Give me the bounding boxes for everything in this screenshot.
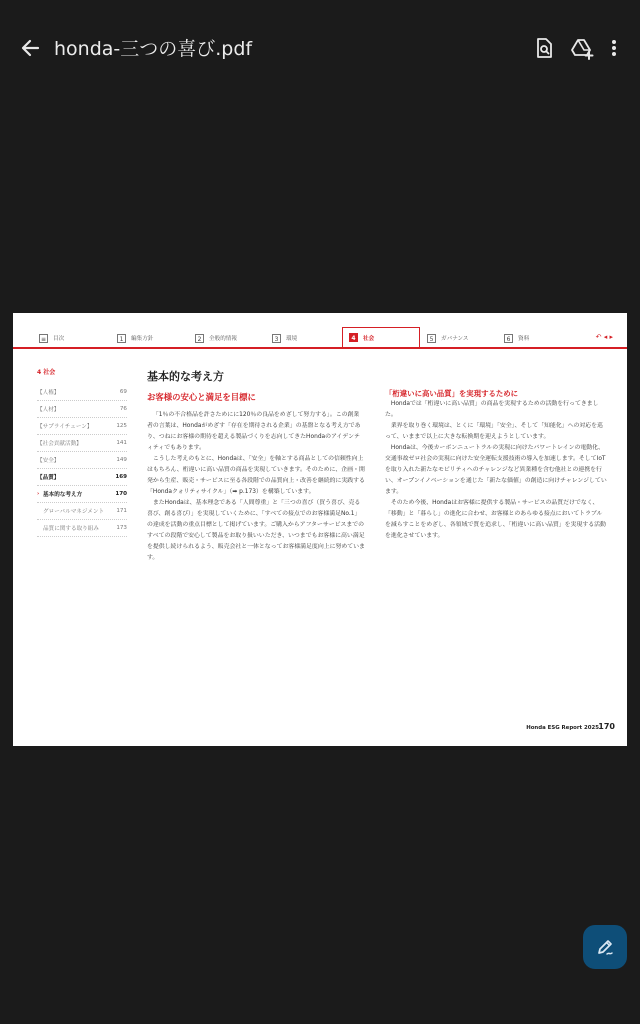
- tab-editorial-policy[interactable]: [117, 331, 153, 345]
- sidebar-item-label: 【社会貢献活動】: [37, 441, 82, 447]
- sidebar-item-label: › 基本的な考え方: [43, 492, 83, 498]
- tab-number: 4: [349, 333, 358, 342]
- tab-label: 編集方針: [131, 336, 154, 342]
- sidebar-item-page: 171: [116, 508, 127, 514]
- more-vert-icon: [606, 36, 622, 60]
- sidebar-item-label: 【人権】: [37, 390, 60, 396]
- page-title: 基本的な考え方: [147, 370, 224, 383]
- tab-number: ≡: [40, 335, 47, 343]
- sidebar-item-page: 125: [116, 423, 127, 429]
- arrow-back-icon: [16, 34, 44, 62]
- tab-label: 全般的情報: [209, 336, 237, 342]
- sidebar-item-page: 149: [116, 457, 127, 463]
- tab-number: 6: [504, 334, 513, 343]
- edit-pen-icon: [594, 936, 616, 958]
- sidebar-item-label: 【サプライチェーン】: [37, 424, 93, 430]
- tab-governance[interactable]: [427, 331, 469, 345]
- sidebar-item-label: グローバルマネジメント: [43, 509, 105, 515]
- paragraph: 「1％の不合格品を許さためにに120％の良品をめざして努力する」。この創業者の言葉は、Hondaがめざす「存在を期待される企業」の基盤となる考え方であり、つねにお客様の期待を超える製品づくりを志向してきたHondaのアイデンティティでもあります。: [147, 412, 361, 451]
- search-document-button[interactable]: [532, 36, 556, 60]
- sidebar-item-page: 69: [119, 389, 127, 395]
- tab-label: 社会: [363, 335, 375, 342]
- sidebar-item-quality-initiatives[interactable]: [37, 520, 127, 537]
- left-column-text: [147, 410, 365, 564]
- tabs-divider: [13, 347, 627, 349]
- annotate-fab[interactable]: [583, 925, 627, 969]
- sidebar-item-human-rights[interactable]: [37, 384, 127, 401]
- tab-number: 3: [272, 334, 281, 343]
- drive-add-icon: [570, 36, 594, 60]
- add-to-drive-button[interactable]: [570, 36, 594, 60]
- section-tabs: [13, 313, 627, 349]
- pdf-page: [13, 313, 627, 746]
- sidebar-item-global-management[interactable]: [37, 503, 127, 520]
- more-options-button[interactable]: [606, 36, 622, 60]
- tab-general-info[interactable]: [195, 331, 237, 345]
- find-in-page-icon: [532, 36, 556, 60]
- sidebar-item-social-contribution[interactable]: [37, 435, 127, 452]
- sidebar-item-page: 141: [116, 440, 127, 446]
- tab-label: 資料: [518, 336, 530, 342]
- tab-contents[interactable]: [39, 331, 64, 345]
- tab-society[interactable]: [342, 327, 420, 347]
- sidebar-item-page: 169: [115, 474, 127, 480]
- sidebar-item-human-resources[interactable]: [37, 401, 127, 418]
- sidebar-item-quality[interactable]: [37, 469, 127, 486]
- tab-materials[interactable]: [504, 331, 529, 345]
- app-bar: [0, 0, 640, 96]
- page-nav-arrows[interactable]: ↶ ◂ ▸: [595, 333, 613, 341]
- tab-number: 5: [427, 334, 436, 343]
- right-section-heading: 「桁違いに高い品質」を実現するために: [385, 389, 519, 398]
- sidebar-item-label: 【人材】: [37, 407, 60, 413]
- report-brand: Honda ESG Report 2025: [526, 725, 599, 731]
- sidebar-item-label: 品質に関する取り組み: [43, 526, 99, 532]
- tab-number: 2: [195, 334, 204, 343]
- sidebar-item-supply-chain[interactable]: [37, 418, 127, 435]
- sidebar-item-safety[interactable]: [37, 452, 127, 469]
- left-section-heading: お客様の安心と満足を目標に: [147, 392, 256, 402]
- right-column-text: [385, 399, 607, 542]
- paragraph: Hondaでは「桁違いに高い品質」の商品を実現するための活動を行ってきました。: [385, 401, 599, 418]
- sidebar-item-page: 170: [115, 491, 127, 497]
- sidebar-item-label: 【品質】: [37, 475, 60, 481]
- tab-label: 目次: [53, 336, 65, 342]
- paragraph: こうした考えのもとに、Hondaは、「安全」を軸とする商品としての信頼性向上はもちろん、桁違いに高い品質の商品を実現していきます。そのために、企画・開発から生産、販売・サービスに至る各段階での品質向上・改善を継続的に実践する「Hondaクォリティサイクル」（➡ p.173）を構築しています。: [147, 456, 365, 495]
- section-sidebar: [37, 367, 127, 537]
- paragraph: 業界を取り巻く環境は、とくに「環境」「安全」、そして「知能化」への対応を巡って、いままで以上に大きな転換期を迎えようとしています。: [385, 423, 603, 440]
- sidebar-item-basic-approach[interactable]: [37, 486, 127, 503]
- sidebar-item-label: 【安全】: [37, 458, 60, 464]
- tab-number: 1: [117, 334, 126, 343]
- paragraph: そのため今後、Hondaはお客様に提供する製品・サービスの品質だけでなく、「移動」と「暮らし」の進化に合わせ、お客様とのあらゆる接点においてトラブルを減らすことをめざし、各領域で質を追求し、「桁違いに高い品質」を実現する活動を進化させています。: [385, 500, 606, 539]
- tab-label: ガバナンス: [441, 336, 469, 342]
- paragraph: Hondaは、今後カーボンニュートラルの実現に向けたパワートレインの電動化、交通事故ゼロ社会の実現に向けた安全運転支援技術の導入を加速します。そしてIoTを取り入れた新たなモビリティへのチャレンジなど異業種を含む他社との連携を行い、オープンイノベーションを通じた「新たな価値」の創造に向けチャレンジしています。: [385, 445, 607, 495]
- tab-label: 環境: [286, 336, 298, 342]
- sidebar-item-page: 173: [116, 525, 127, 531]
- sidebar-item-page: 76: [119, 406, 127, 412]
- paragraph: またHondaは、基本理念である「人間尊重」と「三つの喜び（買う喜び、売る喜び、創る喜び）」を実現していくために、「すべての接点でのお客様満足No.1」の達成を活動の重点目標として掲げています。ご購入からアフターサービスまでのすべての段階で安心して製品をお取り扱いいただき、いつまでもお客様に高い満足を提供し続けられるよう、販売会社と一体となってお客様満足度向上に努めています。: [147, 500, 365, 561]
- tab-environment[interactable]: [272, 331, 297, 345]
- page-number: 170: [598, 722, 615, 731]
- back-button[interactable]: [16, 34, 44, 62]
- document-title: honda-三つの喜び.pdf: [54, 38, 253, 60]
- sidebar-heading: 4 社会: [37, 369, 56, 376]
